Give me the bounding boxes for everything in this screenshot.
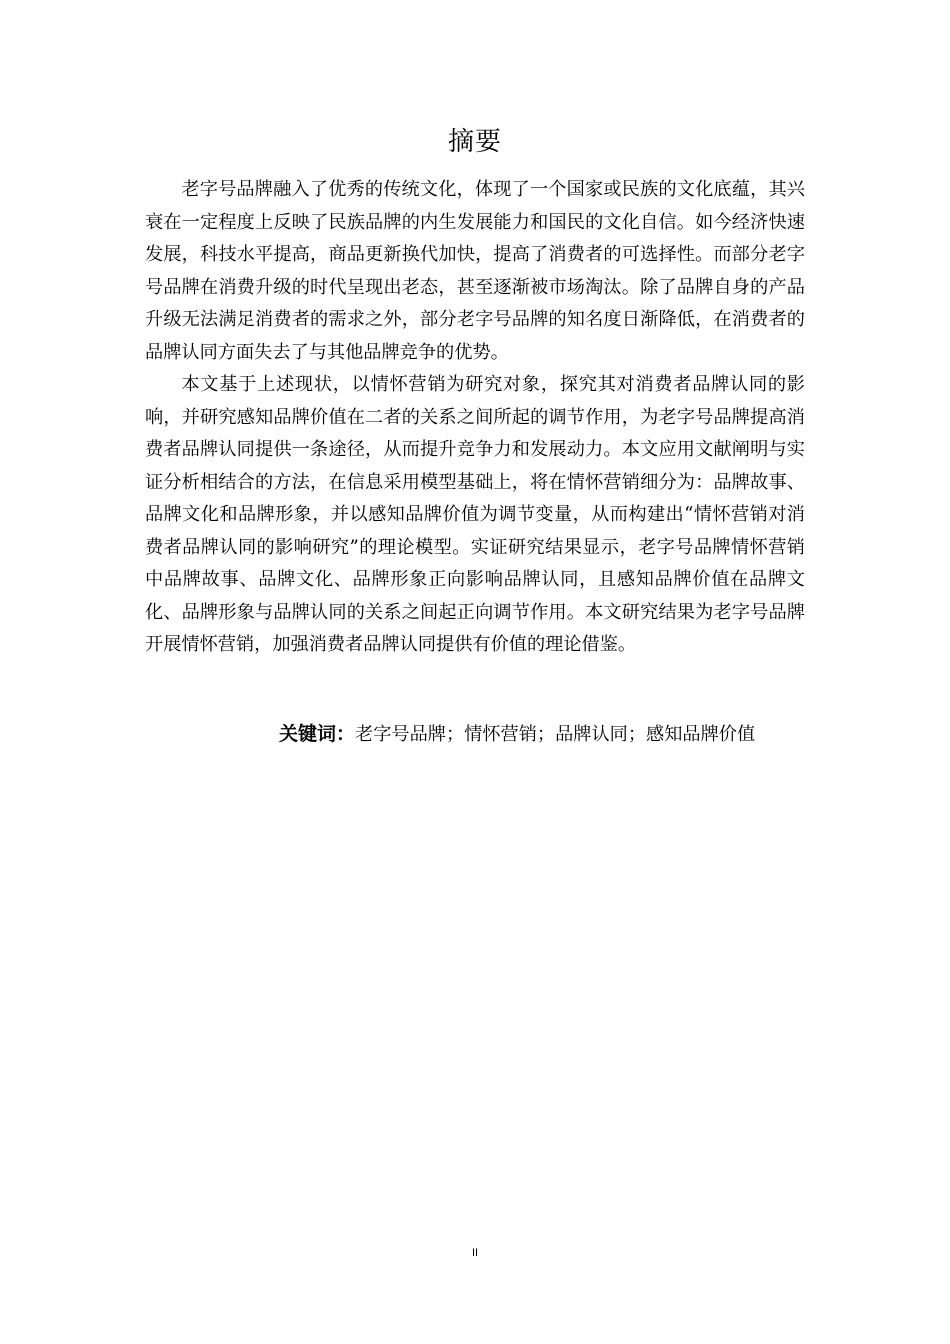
abstract-paragraph-1: 老字号品牌融入了优秀的传统文化，体现了一个国家或民族的文化底蕴，其兴衰在一定程度上反映了民族品牌的内生发展能力和国民的文化自信。如今经济快速发展，科技水平提高，商品更新换代加快，提高了消费者的可选择性。而部分老字号品牌在消费升级的时代呈现出老态，甚至逐渐被市场淘汰。除了品牌自身的产品升级无法满足消费者的需求之外，部分老字号品牌的知名度日渐降低，在消费者的品牌认同方面失去了与其他品牌竞争的优势。 (145, 179, 805, 363)
keywords-line (279, 718, 819, 751)
abstract-body (145, 174, 805, 662)
page-number: II (471, 1247, 479, 1259)
keywords-label: 关键词： (279, 723, 356, 745)
abstract-title: 摘要 (447, 127, 502, 157)
keywords-text: 老字号品牌；情怀营销；品牌认同；感知品牌价值 (355, 724, 756, 745)
abstract-paragraph-2: 本文基于上述现状，以情怀营销为研究对象，探究其对消费者品牌认同的影响，并研究感知品牌价值在二者的关系之间所起的调节作用，为老字号品牌提高消费者品牌认同提供一条途径，从而提升竞争力和发展动力。本文应用文献阐明与实证分析相结合的方法，在信息采用模型基础上，将在情怀营销细分为：品牌故事、品牌文化和品牌形象，并以感知品牌价值为调节变量，从而构建出“情怀营销对消费者品牌认同的影响研究”的理论模型。实证研究结果显示，老字号品牌情怀营销中品牌故事、品牌文化、品牌形象正向影响品牌认同，且感知品牌价值在品牌文化、品牌形象与品牌认同的关系之间起正向调节作用。本文研究结果为老字号品牌开展情怀营销，加强消费者品牌认同提供有价值的理论借鉴。 (145, 374, 805, 655)
